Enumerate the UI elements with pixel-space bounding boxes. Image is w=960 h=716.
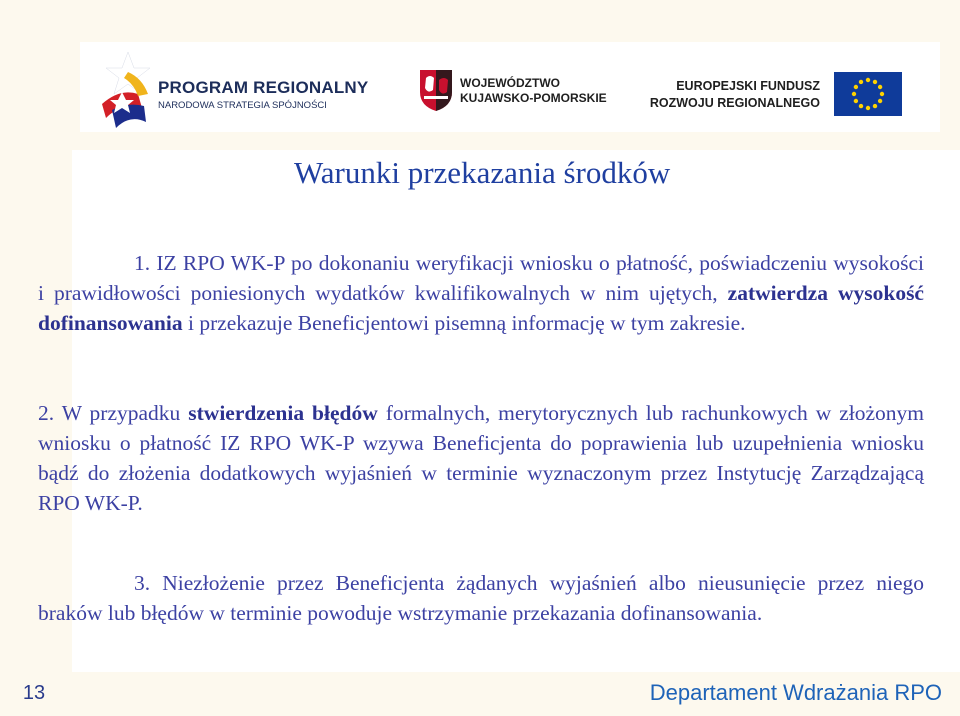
program-regionalny-text: [158, 78, 368, 111]
eu-line1: EUROPEJSKI FUNDUSZ: [676, 79, 820, 93]
program-regionalny-logo: [98, 48, 398, 128]
paragraph-2-text-c: formalnych, merytorycznych lub rachunkowych w złożonym wniosku o płatność IZ RPO WK-P wzywa Beneficjenta do poprawienia lub uzupełnienia wniosku bądź do złożenia dodatkowych wyjaśnień w terminie wyznaczonym przez Instytucję Zarządzającą RPO WK-P.: [38, 400, 925, 515]
wojewodztwo-line2: KUJAWSKO-POMORSKIE: [460, 91, 607, 105]
eu-text: [650, 78, 820, 112]
eu-line2: ROZWOJU REGIONALNEGO: [649, 96, 820, 110]
wojewodztwo-line1: WOJEWÓDZTWO: [460, 76, 560, 90]
program-regionalny-subtitle: NARODOWA STRATEGIA SPÓJNOŚCI: [158, 100, 327, 111]
paragraph-2-text-a: 2. W przypadku: [38, 400, 189, 425]
slide-title: Warunki przekazania środków: [294, 155, 671, 190]
program-regionalny-icon: [98, 48, 162, 128]
kujawsko-pomorskie-coat-of-arms-icon: [418, 68, 454, 112]
paragraph-3: 3. Niezłożenie przez Beneficjenta żądanych wyjaśnień albo nieusunięcie przez niego braków lub błędów w terminie powoduje wstrzymanie przekazania dofinansowania.: [38, 570, 924, 625]
eu-flag-icon: [834, 72, 902, 116]
paragraph-2-bold: stwierdzenia błędów: [188, 400, 378, 425]
eu-logo: [649, 72, 902, 116]
program-regionalny-title: PROGRAM REGIONALNY: [158, 78, 369, 97]
paragraph-2: [38, 398, 924, 518]
wojewodztwo-logo: [418, 68, 618, 114]
paragraph-1: [38, 248, 924, 338]
page-number: 13: [22, 682, 46, 704]
paragraph-1-text-c: i przekazuje Beneficjentowi pisemną informację w tym zakresie.: [182, 310, 746, 335]
paragraph-1-text-a: 1. IZ RPO WK-P po dokonaniu weryfikacji wniosku o płatność, poświadczeniu wysokości i prawidłowości poniesionych wydatków kwalifikowalnych w nim ujętych,: [38, 250, 924, 305]
footer-department: Departament Wdrażania RPO: [649, 680, 942, 705]
paragraph-1-bold: zatwierdza wysokość dofinansowania: [38, 280, 924, 335]
wojewodztwo-text: [460, 76, 607, 106]
